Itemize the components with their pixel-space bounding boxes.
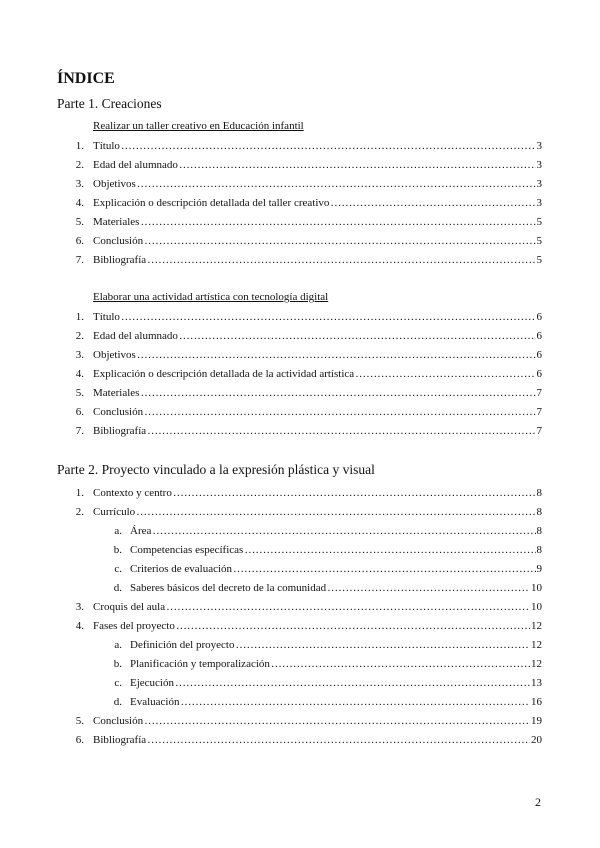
index-title: ÍNDICE <box>57 70 115 87</box>
toc-entry: 4. Explicación o descripción detallada del taller creativo ………………………………………………………………………………………………………………………………………………… 3 <box>62 196 542 210</box>
toc-entry: 3. Croquis del aula ………………………………………………………………………………………………………………………………………………… 10 <box>62 600 542 614</box>
toc-entry: 5. Materiales ………………………………………………………………………………………………………………………………………………… 7 <box>62 386 542 400</box>
toc-entry: 3. Objetivos ………………………………………………………………………………………………………………………………………………… 6 <box>62 348 542 362</box>
toc-entry: 5. Conclusión ………………………………………………………………………………………………………………………………………………… 19 <box>62 714 542 728</box>
toc-entry: 3. Objetivos ………………………………………………………………………………………………………………………………………………… 3 <box>62 177 542 191</box>
toc-entry: 7. Bibliografía ………………………………………………………………………………………………………………………………………………… 5 <box>62 253 542 267</box>
toc-subentry: b. Planificación y temporalización ………………………………………………………………………………………………………………………………………………… 12 <box>108 657 542 671</box>
toc-entry: 1. Título ………………………………………………………………………………………………………………………………………………… 3 <box>62 139 542 153</box>
toc-subentry: d. Evaluación ………………………………………………………………………………………………………………………………………………… 16 <box>108 695 542 709</box>
part2-heading: Parte 2. Proyecto vinculado a la expresión plástica y visual <box>57 462 375 477</box>
toc-entry: 6. Conclusión ………………………………………………………………………………………………………………………………………………… 7 <box>62 405 542 419</box>
toc-entry: 2. Edad del alumnado ………………………………………………………………………………………………………………………………………………… 3 <box>62 158 542 172</box>
page-number: 2 <box>535 795 541 809</box>
toc-subentry: a. Área ………………………………………………………………………………………………………………………………………………… 8 <box>108 524 542 538</box>
section1-title: Realizar un taller creativo en Educación infantil <box>93 120 304 132</box>
toc-entry: 6. Conclusión ………………………………………………………………………………………………………………………………………………… 5 <box>62 234 542 248</box>
section2-title: Elaborar una actividad artística con tecnología digital <box>93 291 329 303</box>
toc-subentry: c. Ejecución ………………………………………………………………………………………………………………………………………………… 13 <box>108 676 542 690</box>
part1-heading: Parte 1. Creaciones <box>57 96 162 111</box>
toc-subentry: c. Criterios de evaluación ………………………………………………………………………………………………………………………………………………… 9 <box>108 562 542 576</box>
toc-entry: 1. Título ………………………………………………………………………………………………………………………………………………… 6 <box>62 310 542 324</box>
toc-entry: 2. Currículo ………………………………………………………………………………………………………………………………………………… 8 <box>62 505 542 519</box>
toc-subentry: b. Competencias específicas ………………………………………………………………………………………………………………………………………………… 8 <box>108 543 542 557</box>
toc-entry: 4. Fases del proyecto ………………………………………………………………………………………………………………………………………………… 12 <box>62 619 542 633</box>
toc-entry: 4. Explicación o descripción detallada de la actividad artística ………………………………………………………………………………………………………………………………………………… 6 <box>62 367 542 381</box>
toc-entry: 2. Edad del alumnado ………………………………………………………………………………………………………………………………………………… 6 <box>62 329 542 343</box>
toc-entry: 1. Contexto y centro ………………………………………………………………………………………………………………………………………………… 8 <box>62 486 542 500</box>
toc-subentry: a. Definición del proyecto ………………………………………………………………………………………………………………………………………………… 12 <box>108 638 542 652</box>
toc-entry: 7. Bibliografía ………………………………………………………………………………………………………………………………………………… 7 <box>62 424 542 438</box>
toc-entry: 5. Materiales ………………………………………………………………………………………………………………………………………………… 5 <box>62 215 542 229</box>
toc-entry: 6. Bibliografía ………………………………………………………………………………………………………………………………………………… 20 <box>62 733 542 747</box>
toc-subentry: d. Saberes básicos del decreto de la comunidad ………………………………………………………………………………………………………………………………………………… 10 <box>108 581 542 595</box>
